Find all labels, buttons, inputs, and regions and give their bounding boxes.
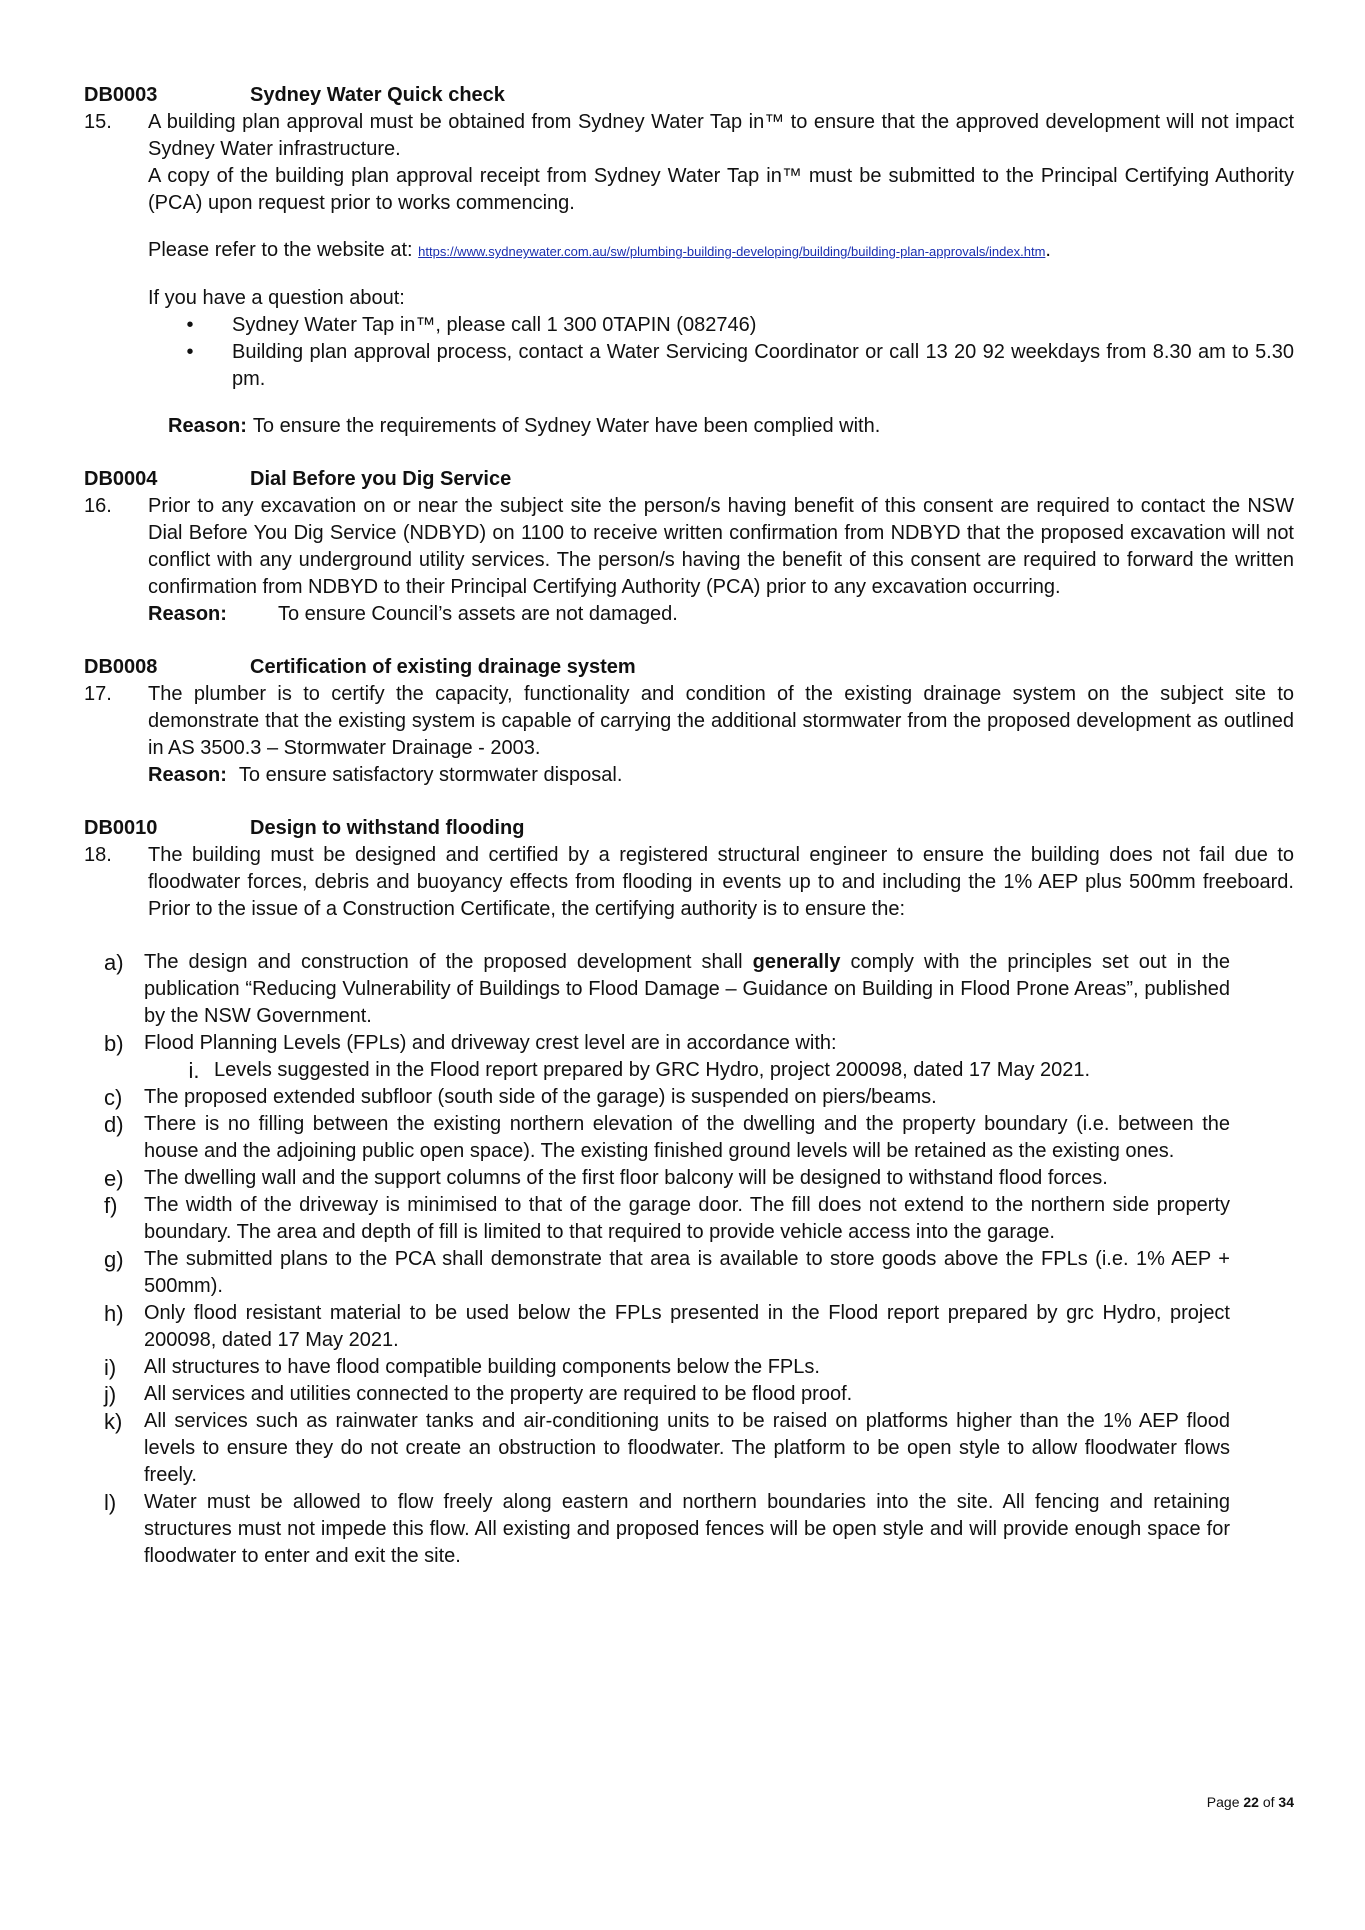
section-code: DB0004 — [84, 468, 158, 490]
item-text: The width of the driveway is minimised to that of the garage door. The fill does not extend to the northern side property boundary. The area and depth of fill is limited to that required to provide vehicle access into the garage. — [144, 1194, 1230, 1243]
list-item — [104, 949, 1294, 1030]
list-item: • Sydney Water Tap in™, please call 1 300 0TAPIN (082746) — [148, 312, 1294, 339]
condition-16 — [84, 493, 1294, 628]
condition-number: 15. — [84, 111, 112, 133]
item-label: g) — [104, 1247, 124, 1272]
reason-text: To ensure the requirements of Sydney Water have been complied with. — [252, 415, 881, 437]
section-title: Dial Before you Dig Service — [250, 468, 512, 490]
page-footer: Page 22 of 34 — [1206, 1794, 1294, 1810]
paragraph: The plumber is to certify the capacity, functionality and condition of the existing drainage system on the subject site to demonstrate that the existing system is capable of carrying the additional stormwater from the proposed development as outlined in AS 3500.3 – Stormwater Drainage - 2003. — [148, 683, 1294, 759]
item-text: All services and utilities connected to the property are required to be flood proof. — [144, 1383, 853, 1405]
list-item — [104, 1192, 1294, 1246]
current-page: 22 — [1243, 1794, 1259, 1810]
list-item — [104, 1030, 1294, 1084]
sub-item: i. Levels suggested in the Flood report prepared by GRC Hydro, project 200098, dated 17 May 2021. — [188, 1058, 1091, 1083]
item-label: e) — [104, 1166, 124, 1191]
item-text: All services such as rainwater tanks and air-conditioning units to be raised on platforms higher than the 1% AEP flood levels to ensure they do not create an obstruction to floodwater. The platform to be open style to allow floodwater flows freely. — [144, 1410, 1230, 1486]
section-title: Sydney Water Quick check — [250, 84, 505, 106]
condition-number: 16. — [84, 495, 112, 517]
section-code: DB0010 — [84, 817, 158, 839]
item-text: The proposed extended subfloor (south side of the garage) is suspended on piers/beams. — [144, 1086, 937, 1108]
item-label: c) — [104, 1085, 123, 1110]
item-text: There is no filling between the existing northern elevation of the dwelling and the property boundary (i.e. between the house and the adjoining public open space). The existing finished ground levels will be retained as the existing ones. — [144, 1113, 1230, 1162]
section-heading-db0003 — [84, 82, 1294, 109]
list-item — [104, 1408, 1294, 1489]
list-item — [104, 1489, 1294, 1570]
total-pages: 34 — [1278, 1794, 1294, 1810]
item-label: a) — [104, 950, 124, 975]
item-text: All structures to have flood compatible building components below the FPLs. — [144, 1356, 820, 1378]
document-page — [84, 82, 1294, 1570]
list-item — [104, 1084, 1294, 1111]
item-label: d) — [104, 1112, 124, 1137]
question-list — [148, 312, 1294, 393]
list-item: • Building plan approval process, contact a Water Servicing Coordinator or call 13 20 92 weekdays from 8.30 am to 5.30 pm. — [148, 339, 1294, 393]
requirements-list — [84, 949, 1294, 1570]
reason-line — [148, 762, 1294, 789]
item-label: j) — [104, 1382, 117, 1407]
bullet-icon: • — [186, 314, 194, 336]
list-item — [104, 1354, 1294, 1381]
list-item — [104, 1111, 1294, 1165]
condition-18 — [84, 842, 1294, 923]
item-label: i) — [104, 1355, 117, 1380]
section-code: DB0008 — [84, 656, 158, 678]
question-intro: If you have a question about: — [148, 287, 405, 309]
reason-label: Reason: — [148, 603, 227, 625]
section-code: DB0003 — [84, 84, 158, 106]
item-label: b) — [104, 1031, 124, 1056]
section-heading-db0010 — [84, 815, 1294, 842]
item-text: The dwelling wall and the support columns of the first floor balcony will be designed to withstand flood forces. — [144, 1167, 1108, 1189]
item-label: h) — [104, 1301, 124, 1326]
reason-line — [148, 413, 1294, 440]
item-text: Water must be allowed to flow freely along eastern and northern boundaries into the site. All fencing and retaining structures must not impede this flow. All existing and proposed fences will be open style and will provide enough space for floodwater to enter and exit the site. — [144, 1491, 1230, 1567]
section-heading-db0008 — [84, 654, 1294, 681]
bullet-icon: • — [186, 341, 194, 363]
sydney-water-link[interactable]: https://www.sydneywater.com.au/sw/plumbing-building-developing/building/building-plan-approvals/index.htm — [418, 244, 1046, 259]
item-text: Only flood resistant material to be used below the FPLs presented in the Flood report prepared by grc Hydro, project 200098, dated 17 May 2021. — [144, 1302, 1230, 1351]
list-item — [104, 1165, 1294, 1192]
item-label: k) — [104, 1409, 123, 1434]
website-label: Please refer to the website at: — [148, 239, 413, 261]
section-title: Certification of existing drainage system — [250, 656, 636, 678]
section-heading-db0004 — [84, 466, 1294, 493]
item-text: The submitted plans to the PCA shall demonstrate that area is available to store goods above the FPLs (i.e. 1% AEP + 500mm). — [144, 1248, 1230, 1297]
reason-line — [148, 601, 1294, 628]
paragraph: A building plan approval must be obtained from Sydney Water Tap in™ to ensure that the approved development will not impact Sydney Water infrastructure. — [148, 111, 1294, 160]
section-title: Design to withstand flooding — [250, 817, 525, 839]
condition-number: 18. — [84, 844, 112, 866]
list-item — [104, 1300, 1294, 1354]
reason-label: Reason: — [148, 764, 227, 786]
list-item — [104, 1381, 1294, 1408]
reason-label: Reason: — [168, 415, 247, 437]
paragraph: A copy of the building plan approval receipt from Sydney Water Tap in™ must be submitted to the Principal Certifying Authority (PCA) upon request prior to works commencing. — [148, 165, 1294, 214]
condition-17 — [84, 681, 1294, 789]
item-text: Flood Planning Levels (FPLs) and driveway crest level are in accordance with: i. Levels suggested in the Flood report prepared by GRC Hydro, project 200098, dated 17 May 2021. — [144, 1030, 1230, 1084]
item-text: The design and construction of the proposed development shall generally comply with the principles set out in the publication “Reducing Vulnerability of Buildings to Flood Damage – Guidance on Building in Flood Prone Areas”, published by the NSW Government. — [144, 951, 1230, 1027]
list-item — [104, 1246, 1294, 1300]
reason-text: To ensure Council’s assets are not damaged. — [278, 603, 678, 625]
item-label: f) — [104, 1193, 118, 1218]
paragraph: Prior to any excavation on or near the subject site the person/s having benefit of this consent are required to contact the NSW Dial Before You Dig Service (NDBYD) on 1100 to receive written confirmation from NDBYD that the proposed excavation will not conflict with any underground utility services. The person/s having the benefit of this consent are required to forward the written confirmation from NDBYD to their Principal Certifying Authority (PCA) prior to any excavation occurring. — [148, 495, 1294, 598]
paragraph: The building must be designed and certified by a registered structural engineer to ensure the building does not fail due to floodwater forces, debris and buoyancy effects from flooding in events up to and including the 1% AEP plus 500mm freeboard. Prior to the issue of a Construction Certificate, the certifying authority is to ensure the: — [148, 844, 1294, 920]
condition-15 — [84, 109, 1294, 440]
item-label: l) — [104, 1490, 117, 1515]
condition-number: 17. — [84, 683, 112, 705]
website-line: Please refer to the website at: https://www.sydneywater.com.au/sw/plumbing-building-developing/building/building-plan-approvals/index.htm. — [148, 239, 1051, 261]
reason-text: To ensure satisfactory stormwater disposal. — [238, 764, 623, 786]
